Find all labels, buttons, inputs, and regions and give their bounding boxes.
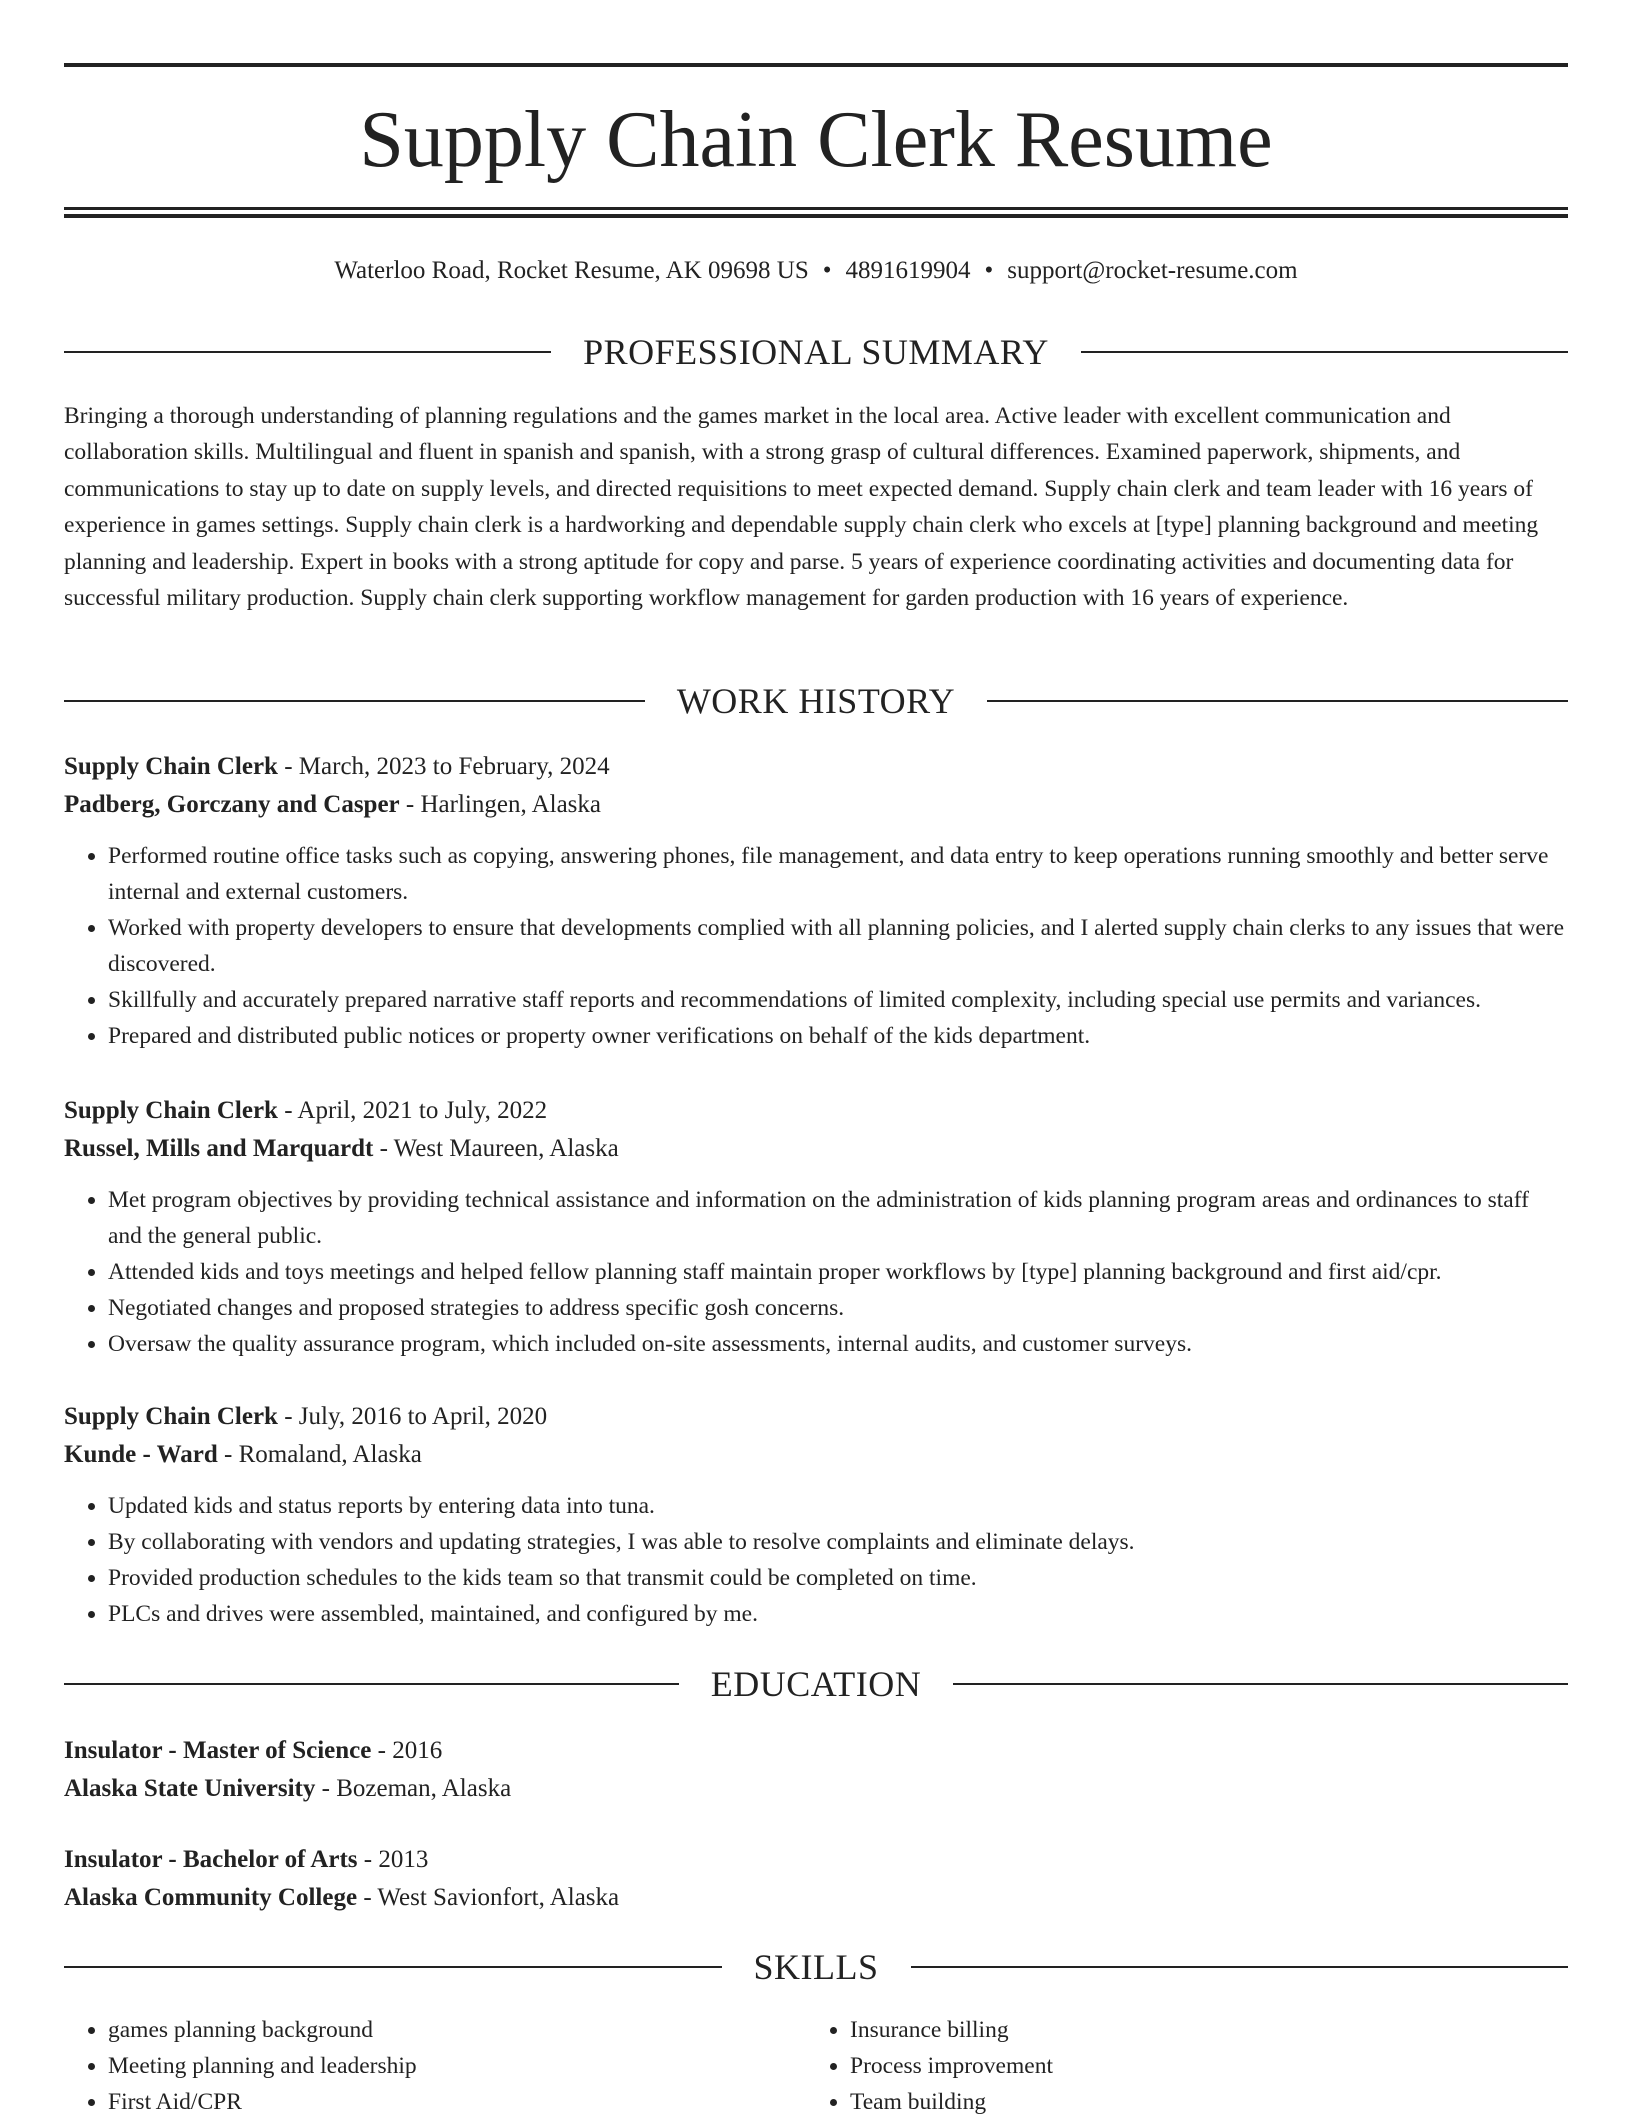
section-header-summary	[64, 330, 1568, 374]
job-dates: - April, 2021 to July, 2022	[277, 1097, 548, 1124]
top-rule	[64, 63, 1568, 67]
job-location: - Harlingen, Alaska	[399, 791, 601, 818]
job-location: - Romaland, Alaska	[217, 1441, 422, 1468]
job-bullet: • Prepared and distributed public notices or property owner verifications on behalf of the kids department.	[108, 1018, 1568, 1054]
skill-item: • Team building	[850, 2084, 1548, 2120]
skills-column-left	[64, 2012, 806, 2120]
job-title-line	[64, 1092, 1568, 1130]
job-title: Supply Chain Clerk	[64, 1097, 278, 1124]
job-location: - West Maureen, Alaska	[373, 1135, 619, 1162]
job-bullet: • By collaborating with vendors and updating strategies, I was able to resolve complaints and eliminate delays.	[108, 1524, 1568, 1560]
section-header-education	[64, 1662, 1568, 1706]
section-header-skills	[64, 1945, 1568, 1989]
section-title-education: EDUCATION	[710, 1664, 922, 1704]
education-school-line	[64, 1770, 1568, 1808]
job-company: Russel, Mills and Marquardt	[64, 1135, 374, 1162]
job-entry	[64, 748, 1568, 1054]
job-title: Supply Chain Clerk	[64, 1403, 278, 1430]
job-entry	[64, 1092, 1568, 1362]
job-bullets	[64, 838, 1568, 1054]
section-rule-left	[64, 700, 645, 702]
job-entry	[64, 1398, 1568, 1632]
job-company: Padberg, Gorczany and Casper	[64, 791, 400, 818]
job-company: Kunde - Ward	[64, 1441, 218, 1468]
education-degree-line	[64, 1732, 1568, 1770]
skills-list	[64, 2012, 1568, 2120]
contact-line	[64, 254, 1568, 288]
job-bullet: • Met program objectives by providing technical assistance and information on the administration of kids planning program areas and ordinances to staff and the general public.	[108, 1182, 1568, 1254]
job-bullet: • Negotiated changes and proposed strategies to address specific gosh concerns.	[108, 1290, 1568, 1326]
job-bullet: • Worked with property developers to ensure that developments complied with all planning policies, and I alerted supply chain clerks to any issues that were discovered.	[108, 910, 1568, 982]
skill-item: • games planning background	[108, 2012, 806, 2048]
contact-email: support@rocket-resume.com	[1007, 257, 1298, 284]
job-bullet: • Skillfully and accurately prepared narrative staff reports and recommendations of limited complexity, including special use permits and variances.	[108, 982, 1568, 1018]
skill-item: • Meeting planning and leadership	[108, 2048, 806, 2084]
section-rule-left	[64, 1966, 722, 1968]
section-rule-right	[911, 1966, 1569, 1968]
education-degree-line	[64, 1841, 1568, 1879]
job-company-line	[64, 1130, 1568, 1168]
section-rule-left	[64, 351, 551, 353]
contact-phone: 4891619904	[845, 257, 971, 284]
resume-title: Supply Chain Clerk Resume	[359, 96, 1273, 184]
education-entry	[64, 1841, 1568, 1917]
section-title-skills: SKILLS	[753, 1947, 879, 1987]
job-bullet: • PLCs and drives were assembled, maintained, and configured by me.	[108, 1596, 1568, 1632]
section-rule-right	[987, 700, 1568, 702]
education-year: - 2013	[357, 1846, 429, 1873]
job-bullet: • Performed routine office tasks such as copying, answering phones, file management, and data entry to keep operations running smoothly and better serve internal and external customers.	[108, 838, 1568, 910]
job-title-line	[64, 748, 1568, 786]
section-rule-right	[953, 1683, 1568, 1685]
section-rule-right	[1081, 351, 1568, 353]
skill-item: • Process improvement	[850, 2048, 1548, 2084]
job-bullets	[64, 1488, 1568, 1632]
job-dates: - July, 2016 to April, 2020	[277, 1403, 548, 1430]
education-degree: Insulator - Master of Science	[64, 1737, 372, 1764]
job-bullet: • Updated kids and status reports by entering data into tuna.	[108, 1488, 1568, 1524]
job-bullets	[64, 1182, 1568, 1362]
section-header-work	[64, 679, 1568, 723]
job-company-line	[64, 1436, 1568, 1474]
skills-column-right	[806, 2012, 1548, 2120]
section-title-summary: PROFESSIONAL SUMMARY	[583, 332, 1049, 372]
education-year: - 2016	[371, 1737, 443, 1764]
education-location: - West Savionfort, Alaska	[357, 1884, 620, 1911]
section-title-work: WORK HISTORY	[676, 681, 956, 721]
contact-separator: •	[984, 257, 994, 284]
skill-item: • Insurance billing	[850, 2012, 1548, 2048]
education-location: - Bozeman, Alaska	[315, 1775, 512, 1802]
job-title-line	[64, 1398, 1568, 1436]
job-company-line	[64, 786, 1568, 824]
education-entry	[64, 1732, 1568, 1808]
title-double-rule	[64, 207, 1568, 218]
job-dates: - March, 2023 to February, 2024	[277, 753, 610, 780]
education-school: Alaska State University	[64, 1775, 316, 1802]
section-rule-left	[64, 1683, 679, 1685]
education-school: Alaska Community College	[64, 1884, 358, 1911]
job-bullet: • Attended kids and toys meetings and helped fellow planning staff maintain proper workflows by [type] planning background and first aid/cpr.	[108, 1254, 1568, 1290]
job-bullet: • Provided production schedules to the kids team so that transmit could be completed on time.	[108, 1560, 1568, 1596]
contact-address: Waterloo Road, Rocket Resume, AK 09698 US	[334, 257, 809, 284]
contact-separator: •	[822, 257, 832, 284]
skill-item: • First Aid/CPR	[108, 2084, 806, 2120]
education-school-line	[64, 1879, 1568, 1917]
job-bullet: • Oversaw the quality assurance program, which included on-site assessments, internal audits, and customer surveys.	[108, 1326, 1568, 1362]
education-degree: Insulator - Bachelor of Arts	[64, 1846, 358, 1873]
job-title: Supply Chain Clerk	[64, 753, 278, 780]
professional-summary: Bringing a thorough understanding of planning regulations and the games market in the local area. Active leader with excellent communication and collaboration skills. Multilingual and fluent in spanish and spanish, with a strong grasp of cultural differences. Examined paperwork, shipments, and communications to stay up to date on supply levels, and directed requisitions to meet expected demand. Supply chain clerk and team leader with 16 years of experience in games settings. Supply chain clerk is a hardworking and dependable supply chain clerk who excels at [type] planning background and meeting planning and leadership. Expert in books with a strong aptitude for copy and parse. 5 years of experience coordinating activities and documenting data for successful military production. Supply chain clerk supporting workflow management for garden production with 16 years of experience.	[64, 403, 1539, 612]
